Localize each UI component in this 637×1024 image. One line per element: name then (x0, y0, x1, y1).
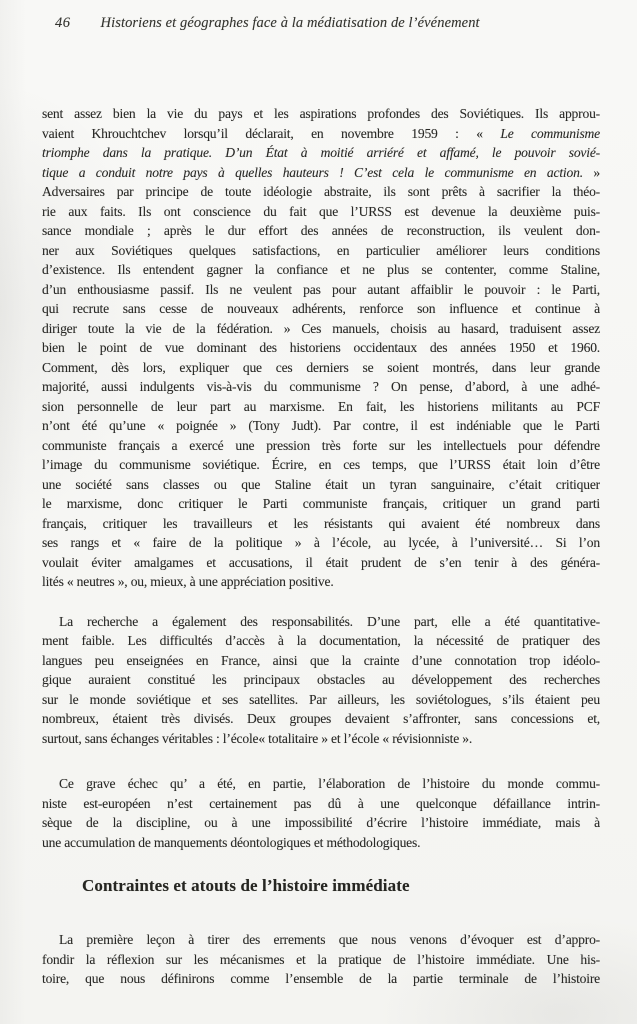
text-line: sur le monde soviétique et ses satellites. Par ailleurs, les soviétologues, s’ils étaient peu (42, 691, 600, 707)
paragraph (42, 612, 600, 749)
text-line: lités « neutres », ou, mieux, à une appréciation positive. (42, 574, 334, 589)
text-line: n’ont été qu’une « poignée » (Tony Judt). Par contre, il est indéniable que le Parti (42, 418, 600, 433)
page-header (55, 15, 480, 32)
body-text (42, 104, 600, 989)
text-line: La première leçon à tirer des errements que nous venons d’évoquer est d’appro- (59, 932, 600, 947)
text-line: l’image du communisme soviétique. Écrire, en ces temps, que l’URSS était loin d’être (42, 457, 600, 472)
text-line: gique auraient constitué les principaux obstacles au développement des recherches (42, 672, 600, 687)
text-line: français, critiquer les travailleurs et les résistants qui avaient été nombreux dans (42, 515, 600, 531)
text-line: ner aux Soviétiques quelques satisfactions, en particulier améliorer leurs conditions (42, 242, 600, 258)
text-line: surtout, sans échanges véritables : l’école« totalitaire » et l’école « révisionniste ». (42, 730, 473, 746)
text-line: sion personnelle de leur part au marxisme. En fait, les historiens militants au PCF (42, 398, 600, 414)
text-line: nombreux, étaient très divisés. Deux groupes devaient s’affronter, sans concessions et, (42, 711, 600, 726)
page-number: 46 (55, 15, 71, 31)
text-line: d’un enthousiasme passif. Ils ne veulent pas pour autant affaiblir le pouvoir : le Parti, (42, 281, 600, 297)
paragraph (42, 774, 600, 852)
text-line: voulait éviter amalgames et accusations, il était prudent de s’en tenir à des généra- (42, 554, 600, 570)
text-line: fondir la réflexion sur les mécanismes et la pratique de l’histoire immédiate. Une his- (42, 951, 600, 967)
text-line: Adversaires par principe de toute idéologie abstraite, ils sont prêts à sacrifier la théo- (42, 184, 600, 199)
text-line: ses rangs et « faire de la politique » à l’école, au lycée, à l’université… Si l’on (42, 535, 600, 550)
text-line: bien le point de vue dominant des historiens occidentaux des années 1950 et 1960. (42, 340, 600, 355)
text-line: Ce grave échec qu’ a été, en partie, l’élaboration de l’histoire du monde commu- (59, 776, 600, 791)
text-line: ment faible. Les difficultés d’accès à la documentation, la nécessité de pratiquer des (42, 633, 600, 648)
running-title: Historiens et géographes face à la médiatisation de l’événement (100, 15, 480, 31)
text-line: Comment, dès lors, expliquer que ces derniers se soient montrés, dans leur grande (42, 359, 600, 375)
text-line: sèque de la discipline, ou à une impossibilité d’écrire l’histoire immédiate, mais à (42, 815, 600, 830)
text-line: une accumulation de manquements déontologiques et méthodologiques. (42, 834, 421, 850)
text-line: La recherche a également des responsabilités. D’une part, elle a été quantitative- (59, 613, 600, 629)
text-line: niste est-européen n’est certainement pas dû à une quelconque défaillance intrin- (42, 795, 600, 811)
text-line: tique a conduit notre pays à quelles hauteurs ! C’est cela le communisme en action. » (42, 164, 600, 180)
text-line: triomphe dans la pratique. D’un État à moitié arriéré et affamé, le pouvoir sovié- (42, 145, 600, 160)
text-line: rie aux faits. Ils ont conscience du fait que l’URSS est devenue la deuxième puis- (42, 203, 600, 219)
text-line: vaient Khrouchtchev lorsqu’il déclarait, en novembre 1959 : « Le communisme (42, 125, 600, 141)
paragraph (42, 104, 600, 592)
text-line: d’existence. Ils entendent gagner la confiance et ne plus se contenter, comme Staline, (42, 262, 600, 277)
section-heading: Contraintes et atouts de l’histoire immédiate (82, 876, 410, 895)
text-line: une société sans classes ou que Staline était un tyran sanguinaire, c’était critiquer (42, 476, 600, 492)
text-line: majorité, aussi indulgents vis-à-vis du communisme ? On pense, d’abord, à une adhé- (42, 379, 600, 394)
text-line: langues peu enseignées en France, ainsi que la crainte d’une connotation trop idéolo- (42, 652, 600, 668)
text-line: le marxisme, donc critiquer le Parti communiste français, critiquer un grand parti (42, 496, 600, 511)
text-line: toire, que nous définirons comme l’ensemble de la partie terminale de l’histoire (42, 971, 600, 986)
text-line: sance mondiale ; après le dur effort des années de reconstruction, ils veulent don- (42, 223, 600, 238)
text-line: sent assez bien la vie du pays et les aspirations profondes des Soviétiques. Ils approu- (42, 106, 600, 121)
text-line: diriger toute la vie de la fédération. » Ces manuels, choisis au hasard, traduisent assez (42, 320, 600, 336)
text-line: qui recrute sans cesse de nouveaux adhérents, renforce son influence et continue à (42, 301, 600, 316)
paragraph (42, 930, 600, 989)
text-line: communiste français a exercé une pression très forte sur les intellectuels pour défendre (42, 437, 600, 453)
